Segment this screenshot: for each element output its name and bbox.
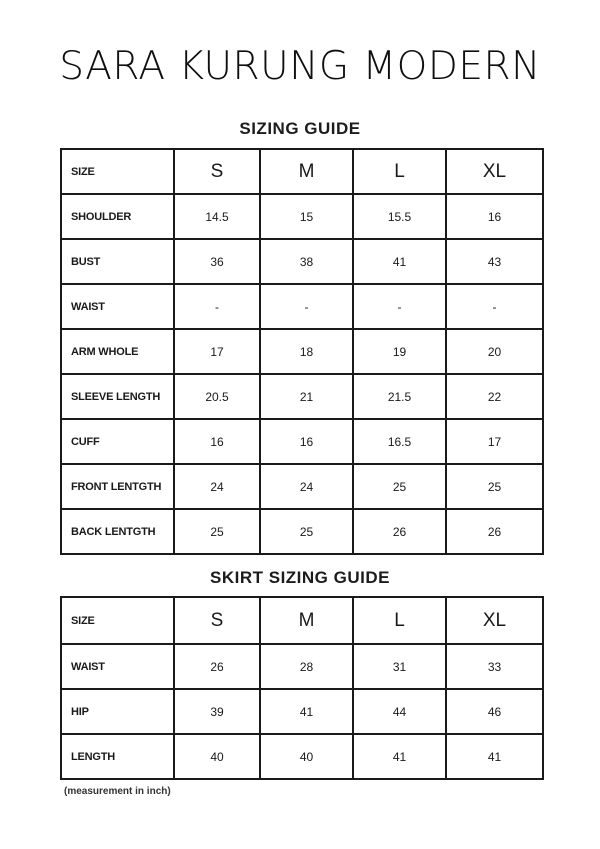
row-label: SHOULDER [61, 194, 174, 239]
table-cell: 26 [353, 509, 446, 554]
size-l-header: L [353, 149, 446, 194]
size-m-header: M [260, 597, 353, 644]
row-label: BUST [61, 239, 174, 284]
table-cell: 39 [174, 689, 260, 734]
table-cell: 24 [260, 464, 353, 509]
table-cell: 46 [446, 689, 543, 734]
table-cell: 41 [353, 734, 446, 779]
table-cell: 41 [446, 734, 543, 779]
size-header-cell: SIZE [61, 149, 174, 194]
table-cell: - [174, 284, 260, 329]
size-xl-header: XL [446, 149, 543, 194]
table-cell: 25 [260, 509, 353, 554]
table-row [61, 644, 543, 689]
table-cell: 33 [446, 644, 543, 689]
size-s-header: S [174, 597, 260, 644]
table-cell: 25 [174, 509, 260, 554]
table-cell: 44 [353, 689, 446, 734]
table-row [61, 194, 543, 239]
table-cell: 22 [446, 374, 543, 419]
table-cell: 18 [260, 329, 353, 374]
table-cell: - [353, 284, 446, 329]
table-cell: 38 [260, 239, 353, 284]
row-label: HIP [61, 689, 174, 734]
row-label: BACK LENTGTH [61, 509, 174, 554]
size-xl-header: XL [446, 597, 543, 644]
size-header-cell: SIZE [61, 597, 174, 644]
row-label: WAIST [61, 644, 174, 689]
table-header-row [61, 149, 543, 194]
table-row [61, 239, 543, 284]
table-cell: - [446, 284, 543, 329]
table-cell: 40 [260, 734, 353, 779]
row-label: WAIST [61, 284, 174, 329]
table-cell: 41 [353, 239, 446, 284]
row-label: SLEEVE LENGTH [61, 374, 174, 419]
table-row [61, 464, 543, 509]
table-cell: 41 [260, 689, 353, 734]
row-label: LENGTH [61, 734, 174, 779]
skirt-sizing-guide-heading: SKIRT SIZING GUIDE [210, 568, 390, 587]
table-cell: 20.5 [174, 374, 260, 419]
measurement-note: (measurement in inch) [64, 786, 171, 797]
table-row [61, 284, 543, 329]
sizing-guide-heading: SIZING GUIDE [239, 119, 361, 138]
table-row [61, 374, 543, 419]
row-label: FRONT LENTGTH [61, 464, 174, 509]
table-cell: 43 [446, 239, 543, 284]
table-row [61, 419, 543, 464]
table-cell: 14.5 [174, 194, 260, 239]
table-cell: 21.5 [353, 374, 446, 419]
table-cell: 16.5 [353, 419, 446, 464]
table-cell: 16 [174, 419, 260, 464]
size-l-header: L [353, 597, 446, 644]
table-cell: 16 [260, 419, 353, 464]
table-cell: 20 [446, 329, 543, 374]
table-row [61, 509, 543, 554]
table-cell: - [260, 284, 353, 329]
table-cell: 15 [260, 194, 353, 239]
table-cell: 25 [446, 464, 543, 509]
sizing-guide-table [60, 148, 544, 555]
table-cell: 17 [446, 419, 543, 464]
table-cell: 24 [174, 464, 260, 509]
size-m-header: M [260, 149, 353, 194]
table-cell: 21 [260, 374, 353, 419]
skirt-sizing-guide-table [60, 596, 544, 780]
table-cell: 28 [260, 644, 353, 689]
table-cell: 15.5 [353, 194, 446, 239]
table-cell: 25 [353, 464, 446, 509]
table-row [61, 329, 543, 374]
table-cell: 31 [353, 644, 446, 689]
table-cell: 17 [174, 329, 260, 374]
row-label: CUFF [61, 419, 174, 464]
table-row [61, 734, 543, 779]
table-cell: 26 [446, 509, 543, 554]
table-header-row [61, 597, 543, 644]
table-cell: 40 [174, 734, 260, 779]
page-title: SARA KURUNG MODERN [59, 44, 541, 89]
table-cell: 19 [353, 329, 446, 374]
row-label: ARM WHOLE [61, 329, 174, 374]
table-cell: 36 [174, 239, 260, 284]
table-cell: 16 [446, 194, 543, 239]
table-cell: 26 [174, 644, 260, 689]
table-row [61, 689, 543, 734]
size-s-header: S [174, 149, 260, 194]
